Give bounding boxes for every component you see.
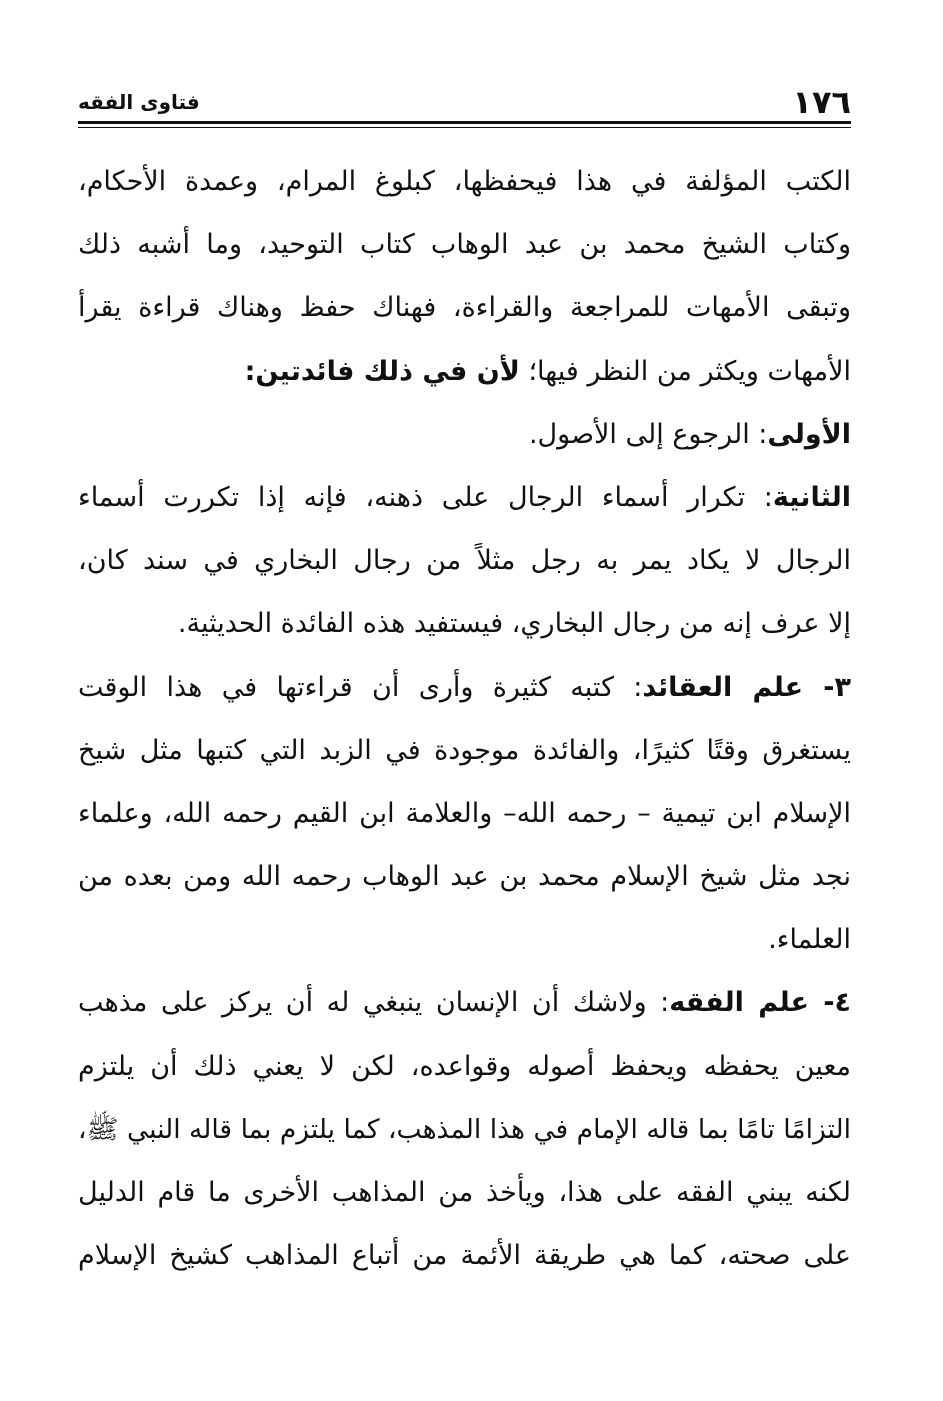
text-segment: : ولاشك أن الإنسان ينبغي له أن يركز على مذهب [78,987,670,1019]
body-text [78,150,851,1287]
text-line: لكنه يبني الفقه على هذا، ويأخذ من المذاهب الأخرى ما قام الدليل [78,1177,851,1208]
text-line: يستغرق وقتًا كثيرًا، والفائدة موجودة في الزبد التي كتبها مثل شيخ [78,734,851,766]
text-line [78,971,851,1034]
page-header [78,82,851,122]
text-segment: : كتبه كثيرة وأرى أن قراءتها في هذا الوقت [78,671,643,703]
text-segment: : تكرار أسماء الرجال على ذهنه، فإنه إذا تكررت أسماء [78,481,773,513]
page-number: ١٧٦ [792,83,851,121]
text-segment: : الرجوع إلى الأصول. [528,418,768,450]
text-line: وتبقى الأمهات للمراجعة والقراءة، فهناك حفظ وهناك قراءة يقرأ [78,292,851,324]
bold-phrase: لأن في ذلك فائدتين: [244,355,520,387]
point-heading: الأولى [767,418,851,450]
text-line: الكتب المؤلفة في هذا فيحفظها، كبلوغ المرام، وعمدة الأحكام، [78,166,851,197]
text-line [78,340,851,403]
text-segment: الأمهات ويكثر من النظر فيها؛ [519,355,851,387]
text-line: على صحته، كما هي طريقة الأئمة من أتباع المذاهب كشيخ الإسلام [78,1240,851,1272]
text-line [78,466,851,529]
text-line: الرجال لا يكاد يمر به رجل مثلاً من رجال البخاري في سند كان، [78,545,851,577]
text-line: الإسلام ابن تيمية – رحمه الله– والعلامة ابن القيم رحمه الله، وعلماء [78,797,851,829]
header-rule-thin [78,127,851,128]
text-line: وكتاب الشيخ محمد بن عبد الوهاب كتاب التوحيد، وما أشبه ذلك [78,229,851,261]
text-line: التزامًا تامًا بما قاله الإمام في هذا المذهب، كما يلتزم بما قاله النبي ﷺ، [78,1113,851,1145]
text-line: العلماء. [768,924,851,956]
section-heading: ٣- علم العقائد [642,671,851,703]
text-line: إلا عرف إنه من رجال البخاري، فيستفيد هذه الفائدة الحديثية. [177,608,851,640]
text-line: معين يحفظه ويحفظ أصوله وقواعده، لكن لا يعني ذلك أن يلتزم [78,1050,851,1082]
point-heading: الثانية [772,481,851,513]
header-rule-thick [78,121,851,124]
running-title: فتاوى الفقه [78,90,200,114]
text-line [78,656,851,719]
text-line: نجد مثل شيخ الإسلام محمد بن عبد الوهاب رحمه الله ومن بعده من [78,861,851,893]
text-line [78,403,851,466]
section-heading: ٤- علم الفقه [669,987,851,1019]
